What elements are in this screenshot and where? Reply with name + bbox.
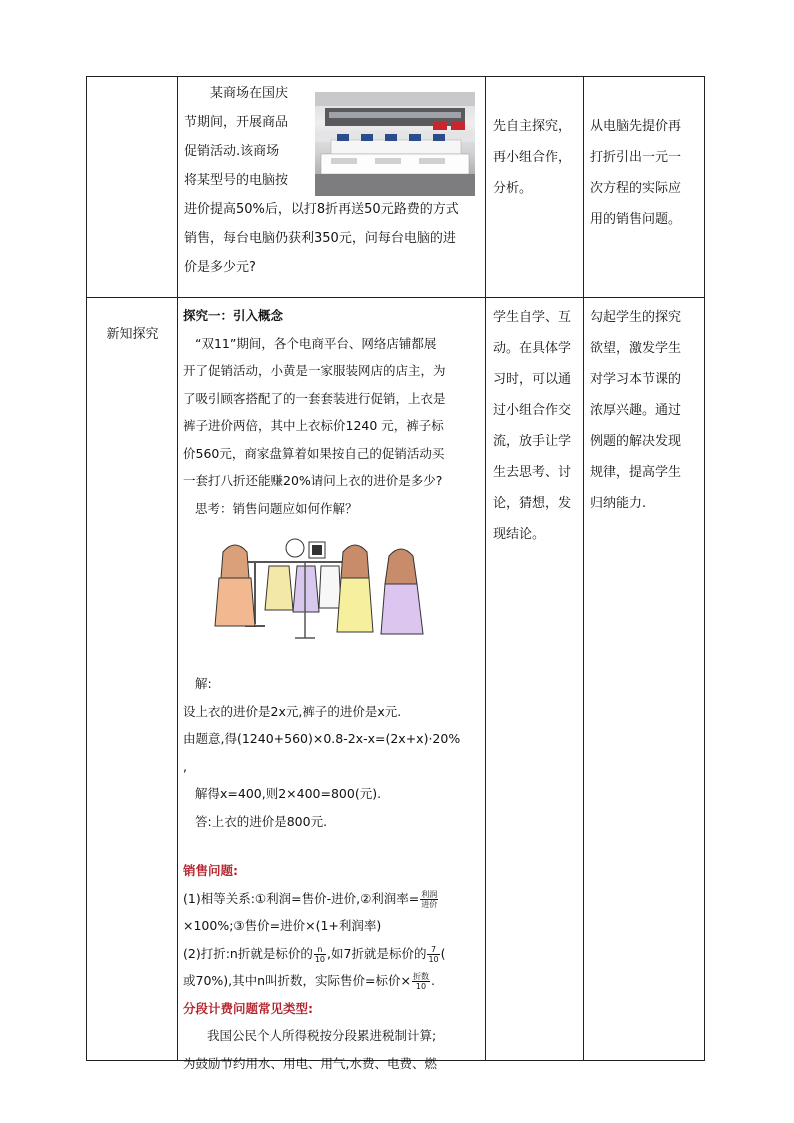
solution-line: 答:上衣的进价是800元.: [195, 813, 328, 829]
intent-line: 规律，提高学生: [590, 465, 682, 480]
tier-line: 为鼓励节约用水、用电、用气,水费、电费、燃: [183, 1055, 437, 1071]
problem-line: 促销活动.该商场: [184, 144, 280, 159]
activity-line: 习时，可以通: [493, 372, 572, 387]
intent-line: 勾起学生的探究: [590, 310, 682, 325]
intent-line: 次方程的实际应: [590, 181, 682, 196]
scenario-line: 价560元，商家盘算着如果按自己的促销活动买: [183, 445, 445, 461]
design-intent-text: [590, 111, 700, 235]
lesson-plan-table: [86, 76, 705, 1071]
stage-label: 新知探究: [106, 327, 159, 342]
n-tenths-fraction: $\frac{n}{10}$: [314, 944, 326, 964]
activity-line: 动。在具体学: [493, 341, 572, 356]
problem-cell: [178, 77, 486, 298]
activity-line: 过小组合作交: [493, 403, 572, 418]
student-activity-text: [493, 111, 579, 204]
scenario-line: “双11”期间，各个电商平台、网络店铺都展: [195, 335, 437, 351]
intent-line: 浓厚兴趣。通过: [590, 403, 682, 418]
scenario-line: 开了促销活动，小黄是一家服装网店的店主，为: [183, 363, 446, 378]
stage-cell: [87, 298, 178, 1061]
activity-line: 论，猜想，发: [493, 496, 572, 511]
problem-line: 某商场在国庆: [210, 86, 289, 101]
activity-line: 生去思考、讨: [493, 465, 572, 480]
relation-line: ×100%;③售价=进价×(1+利润率): [183, 918, 382, 933]
intent-line: 欲望，激发学生: [590, 341, 682, 356]
design-intent-cell: [584, 298, 705, 1061]
seven-tenths-fraction: $\frac{7}{10}$: [428, 944, 439, 964]
intent-line: 用的销售问题。: [590, 212, 682, 227]
design-intent-cell: [584, 77, 705, 298]
relation-text: (1)相等关系:①利润=售价-进价,②利润率=: [183, 890, 420, 906]
problem-text: [184, 79, 484, 282]
student-activity-cell: [486, 77, 584, 298]
content-cell: [178, 298, 486, 1071]
think-question: 思考：销售问题应如何作解？: [195, 500, 358, 516]
student-activity-text: [493, 302, 579, 550]
intent-line: 对学习本节课的: [590, 372, 682, 387]
scenario-line: 裤子进价两倍，其中上衣标价1240 元，裤子标: [183, 418, 444, 433]
activity-line: 现结论。: [493, 527, 546, 542]
activity-line: 再小组合作，: [493, 150, 572, 165]
discount-fraction: $\frac{\text{折数}}{10}$: [413, 972, 430, 991]
profit-rate-fraction: $\frac{\text{利润}}{\text{进价}}$: [421, 889, 438, 909]
student-activity-cell: [486, 298, 584, 1061]
scenario-line: 一套打八折还能赚20%请问上衣的进价是多少?: [183, 473, 443, 488]
solution-label: 解:: [195, 676, 212, 691]
table-row: [87, 298, 705, 1061]
sales-heading: 销售问题:: [183, 863, 238, 878]
scenario-line: 了吸引顾客搭配了的一套套装进行促销，上衣是: [183, 390, 446, 406]
problem-line: 节期间，开展商品: [184, 115, 289, 130]
discount-line: 或70%),其中n叫折数，实际售价=标价× $\frac{\text{折数}}{10}$ .: [183, 972, 435, 991]
tier-line: 我国公民个人所得税按分段累进税制计算;: [207, 1028, 437, 1043]
design-intent-text: [590, 302, 700, 519]
activity-line: 学生自学、互: [493, 310, 572, 325]
tiered-billing-heading: 分段计费问题常见类型:: [183, 1000, 313, 1016]
explore-title: 探究一：引入概念: [183, 308, 284, 323]
table-row: [87, 77, 705, 298]
stage-cell-empty: [87, 77, 178, 298]
problem-line: 将某型号的电脑按: [184, 173, 289, 188]
solution-line: 解得x=400,则2×400=800(元).: [195, 786, 382, 801]
activity-line: 流，放手让学: [493, 434, 572, 449]
solution-line: 设上衣的进价是2x元,裤子的进价是x元.: [183, 703, 402, 719]
intent-line: 从电脑先提价再: [590, 119, 682, 134]
intent-line: 归纳能力.: [590, 496, 647, 511]
clothing-shop-illustration: [205, 538, 430, 644]
solution-line: ,: [183, 758, 187, 774]
content-text: [183, 302, 483, 1077]
solution-line: 由题意,得(1240+560)×0.8-2x-x=(2x+x)·20%: [183, 731, 461, 746]
intent-line: 打折引出一元一: [590, 150, 682, 165]
activity-line: 先自主探究，: [493, 119, 572, 134]
problem-line: 销售，每台电脑仍获利350元，问每台电脑的进: [184, 231, 456, 246]
relation-line: [183, 885, 483, 913]
discount-line: (2)打折:n折就是标价的 $\frac{n}{10}$ ,如7折就是标价的 $\frac{7}{10}$ (: [183, 944, 446, 964]
activity-line: 分析。: [493, 181, 533, 196]
problem-line: 价是多少元?: [184, 260, 256, 275]
problem-line: 进价提高50%后，以打8折再送50元路费的方式: [184, 202, 459, 217]
intent-line: 例题的解决发现: [590, 434, 682, 449]
